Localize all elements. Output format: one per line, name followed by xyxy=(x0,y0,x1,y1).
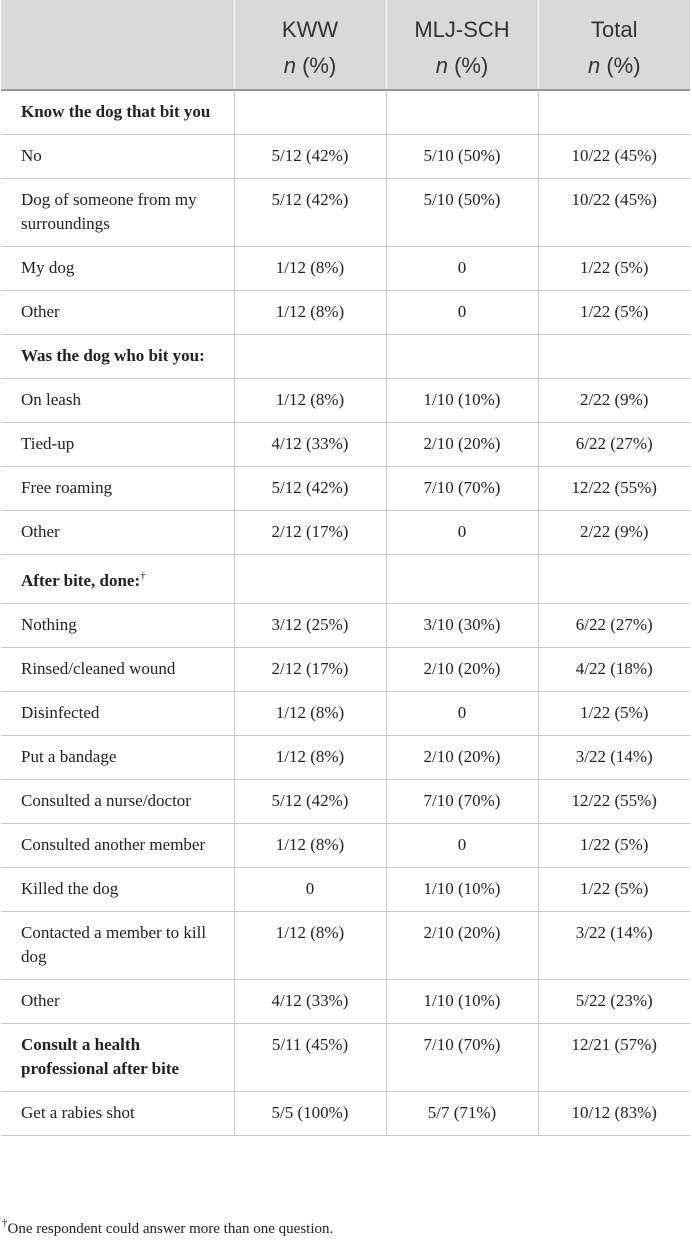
footnote-text: One respondent could answer more than one question. xyxy=(7,1221,334,1237)
value-cell-kww: 2/12 (17%) xyxy=(234,648,386,692)
column-subheader-kww: n (%) xyxy=(234,53,386,90)
row-label-cell xyxy=(1,648,234,692)
value-cell-kww: 1/12 (8%) xyxy=(234,736,386,780)
row-label: Consulted a nurse/doctor xyxy=(21,791,191,810)
table-row xyxy=(1,868,690,912)
value-cell-total: 2/22 (9%) xyxy=(538,379,690,423)
value-cell-kww: 2/12 (17%) xyxy=(234,511,386,555)
row-label-cell xyxy=(1,291,234,335)
value-cell-mlj-sch: 2/10 (20%) xyxy=(386,736,538,780)
value-cell-kww: 5/5 (100%) xyxy=(234,1092,386,1136)
row-label-cell xyxy=(1,379,234,423)
value-cell-mlj-sch: 0 xyxy=(386,692,538,736)
value-cell-mlj-sch: 0 xyxy=(386,824,538,868)
column-header-total: Total xyxy=(538,0,690,53)
row-label: Killed the dog xyxy=(21,879,119,898)
table-row xyxy=(1,179,690,247)
value-cell-mlj-sch xyxy=(386,335,538,379)
table-row xyxy=(1,135,690,179)
value-cell-kww: 1/12 (8%) xyxy=(234,912,386,980)
value-cell-total xyxy=(538,335,690,379)
row-label-cell xyxy=(1,868,234,912)
value-cell-kww: 4/12 (33%) xyxy=(234,423,386,467)
results-table xyxy=(1,0,690,1136)
row-label: Nothing xyxy=(21,615,77,634)
row-label-cell xyxy=(1,555,234,604)
header-empty-cell xyxy=(1,53,234,90)
table-row xyxy=(1,1092,690,1136)
row-label: Other xyxy=(21,522,60,541)
value-cell-mlj-sch: 3/10 (30%) xyxy=(386,604,538,648)
value-cell-mlj-sch: 7/10 (70%) xyxy=(386,1024,538,1092)
column-subheader-total: n (%) xyxy=(538,53,690,90)
table-section-row xyxy=(1,335,690,379)
value-cell-total xyxy=(538,90,690,135)
row-label-cell xyxy=(1,980,234,1024)
row-label-cell xyxy=(1,467,234,511)
row-label-cell xyxy=(1,423,234,467)
row-label: Free roaming xyxy=(21,478,113,497)
header-row-groups xyxy=(1,0,690,53)
row-label-cell xyxy=(1,511,234,555)
row-label: No xyxy=(21,146,42,165)
footnote-mark: † xyxy=(2,1217,8,1229)
value-cell-mlj-sch: 0 xyxy=(386,247,538,291)
value-cell-total: 10/22 (45%) xyxy=(538,179,690,247)
value-cell-mlj-sch: 0 xyxy=(386,291,538,335)
row-label: Disinfected xyxy=(21,703,100,722)
value-cell-mlj-sch: 5/7 (71%) xyxy=(386,1092,538,1136)
row-label-cell xyxy=(1,247,234,291)
row-label-cell xyxy=(1,780,234,824)
row-label-cell xyxy=(1,1092,234,1136)
row-label-cell xyxy=(1,912,234,980)
value-cell-mlj-sch: 7/10 (70%) xyxy=(386,780,538,824)
row-label-cell xyxy=(1,179,234,247)
value-cell-total: 6/22 (27%) xyxy=(538,604,690,648)
value-cell-mlj-sch: 7/10 (70%) xyxy=(386,467,538,511)
value-cell-total: 3/22 (14%) xyxy=(538,912,690,980)
value-cell-total: 12/22 (55%) xyxy=(538,467,690,511)
column-header-kww: KWW xyxy=(234,0,386,53)
value-cell-total: 1/22 (5%) xyxy=(538,868,690,912)
value-cell-total: 10/12 (83%) xyxy=(538,1092,690,1136)
table-section-row xyxy=(1,1024,690,1092)
table-row xyxy=(1,736,690,780)
value-cell-kww xyxy=(234,335,386,379)
row-label: Other xyxy=(21,302,60,321)
value-cell-mlj-sch: 2/10 (20%) xyxy=(386,648,538,692)
value-cell-kww: 1/12 (8%) xyxy=(234,247,386,291)
table-row xyxy=(1,692,690,736)
value-cell-total: 10/22 (45%) xyxy=(538,135,690,179)
value-cell-total: 12/21 (57%) xyxy=(538,1024,690,1092)
value-cell-mlj-sch: 1/10 (10%) xyxy=(386,868,538,912)
value-cell-kww: 5/12 (42%) xyxy=(234,135,386,179)
value-cell-mlj-sch: 5/10 (50%) xyxy=(386,179,538,247)
header-empty-cell xyxy=(1,0,234,53)
table-section-row xyxy=(1,555,690,604)
value-cell-kww: 3/12 (25%) xyxy=(234,604,386,648)
column-subheader-mlj-sch: n (%) xyxy=(386,53,538,90)
footnote xyxy=(2,1217,333,1238)
row-label: Contacted a member to kill dog xyxy=(21,923,207,966)
table-row xyxy=(1,604,690,648)
table-row xyxy=(1,379,690,423)
value-cell-total: 1/22 (5%) xyxy=(538,692,690,736)
row-label-cell xyxy=(1,1024,234,1092)
value-cell-mlj-sch: 5/10 (50%) xyxy=(386,135,538,179)
value-cell-mlj-sch xyxy=(386,555,538,604)
row-label: On leash xyxy=(21,390,81,409)
value-cell-total: 1/22 (5%) xyxy=(538,247,690,291)
value-cell-kww: 1/12 (8%) xyxy=(234,692,386,736)
row-label-cell xyxy=(1,335,234,379)
table-row xyxy=(1,824,690,868)
row-label: My dog xyxy=(21,258,75,277)
value-cell-kww: 0 xyxy=(234,868,386,912)
row-label: Consult a health professional after bite xyxy=(21,1035,180,1078)
row-label-cell xyxy=(1,90,234,135)
row-label-cell xyxy=(1,692,234,736)
row-label: Other xyxy=(21,991,60,1010)
value-cell-total: 1/22 (5%) xyxy=(538,824,690,868)
table-row xyxy=(1,291,690,335)
row-label: Rinsed/cleaned wound xyxy=(21,659,176,678)
value-cell-total: 4/22 (18%) xyxy=(538,648,690,692)
value-cell-total xyxy=(538,555,690,604)
column-header-mlj-sch: MLJ-SCH xyxy=(386,0,538,53)
value-cell-total: 5/22 (23%) xyxy=(538,980,690,1024)
table-row xyxy=(1,780,690,824)
table-row xyxy=(1,980,690,1024)
footnote-reference-mark: † xyxy=(140,570,146,582)
value-cell-kww xyxy=(234,90,386,135)
value-cell-mlj-sch: 1/10 (10%) xyxy=(386,980,538,1024)
table-row xyxy=(1,511,690,555)
value-cell-kww: 1/12 (8%) xyxy=(234,291,386,335)
value-cell-total: 12/22 (55%) xyxy=(538,780,690,824)
value-cell-mlj-sch: 2/10 (20%) xyxy=(386,423,538,467)
value-cell-kww: 1/12 (8%) xyxy=(234,379,386,423)
table-header xyxy=(1,0,690,90)
table-body xyxy=(1,90,690,1136)
value-cell-kww: 5/12 (42%) xyxy=(234,179,386,247)
row-label: Know the dog that bit you xyxy=(21,102,211,121)
value-cell-mlj-sch: 0 xyxy=(386,511,538,555)
value-cell-kww: 5/12 (42%) xyxy=(234,467,386,511)
value-cell-kww: 5/12 (42%) xyxy=(234,780,386,824)
value-cell-kww: 1/12 (8%) xyxy=(234,824,386,868)
value-cell-total: 2/22 (9%) xyxy=(538,511,690,555)
row-label: Dog of someone from my surroundings xyxy=(21,190,197,233)
value-cell-kww: 5/11 (45%) xyxy=(234,1024,386,1092)
table-row xyxy=(1,912,690,980)
value-cell-mlj-sch: 2/10 (20%) xyxy=(386,912,538,980)
table-row xyxy=(1,423,690,467)
row-label: Was the dog who bit you: xyxy=(21,346,205,365)
value-cell-total: 3/22 (14%) xyxy=(538,736,690,780)
table-section-row xyxy=(1,90,690,135)
results-table-container xyxy=(1,0,690,1136)
value-cell-kww xyxy=(234,555,386,604)
value-cell-mlj-sch: 1/10 (10%) xyxy=(386,379,538,423)
row-label: Tied-up xyxy=(21,434,75,453)
row-label: Get a rabies shot xyxy=(21,1103,135,1122)
row-label-cell xyxy=(1,736,234,780)
table-row xyxy=(1,648,690,692)
value-cell-total: 6/22 (27%) xyxy=(538,423,690,467)
value-cell-kww: 4/12 (33%) xyxy=(234,980,386,1024)
row-label: After bite, done: xyxy=(21,571,141,590)
row-label: Put a bandage xyxy=(21,747,117,766)
row-label-cell xyxy=(1,135,234,179)
value-cell-total: 1/22 (5%) xyxy=(538,291,690,335)
row-label-cell xyxy=(1,604,234,648)
row-label-cell xyxy=(1,824,234,868)
value-cell-mlj-sch xyxy=(386,90,538,135)
row-label: Consulted another member xyxy=(21,835,206,854)
table-row xyxy=(1,467,690,511)
header-row-units xyxy=(1,53,690,90)
table-row xyxy=(1,247,690,291)
